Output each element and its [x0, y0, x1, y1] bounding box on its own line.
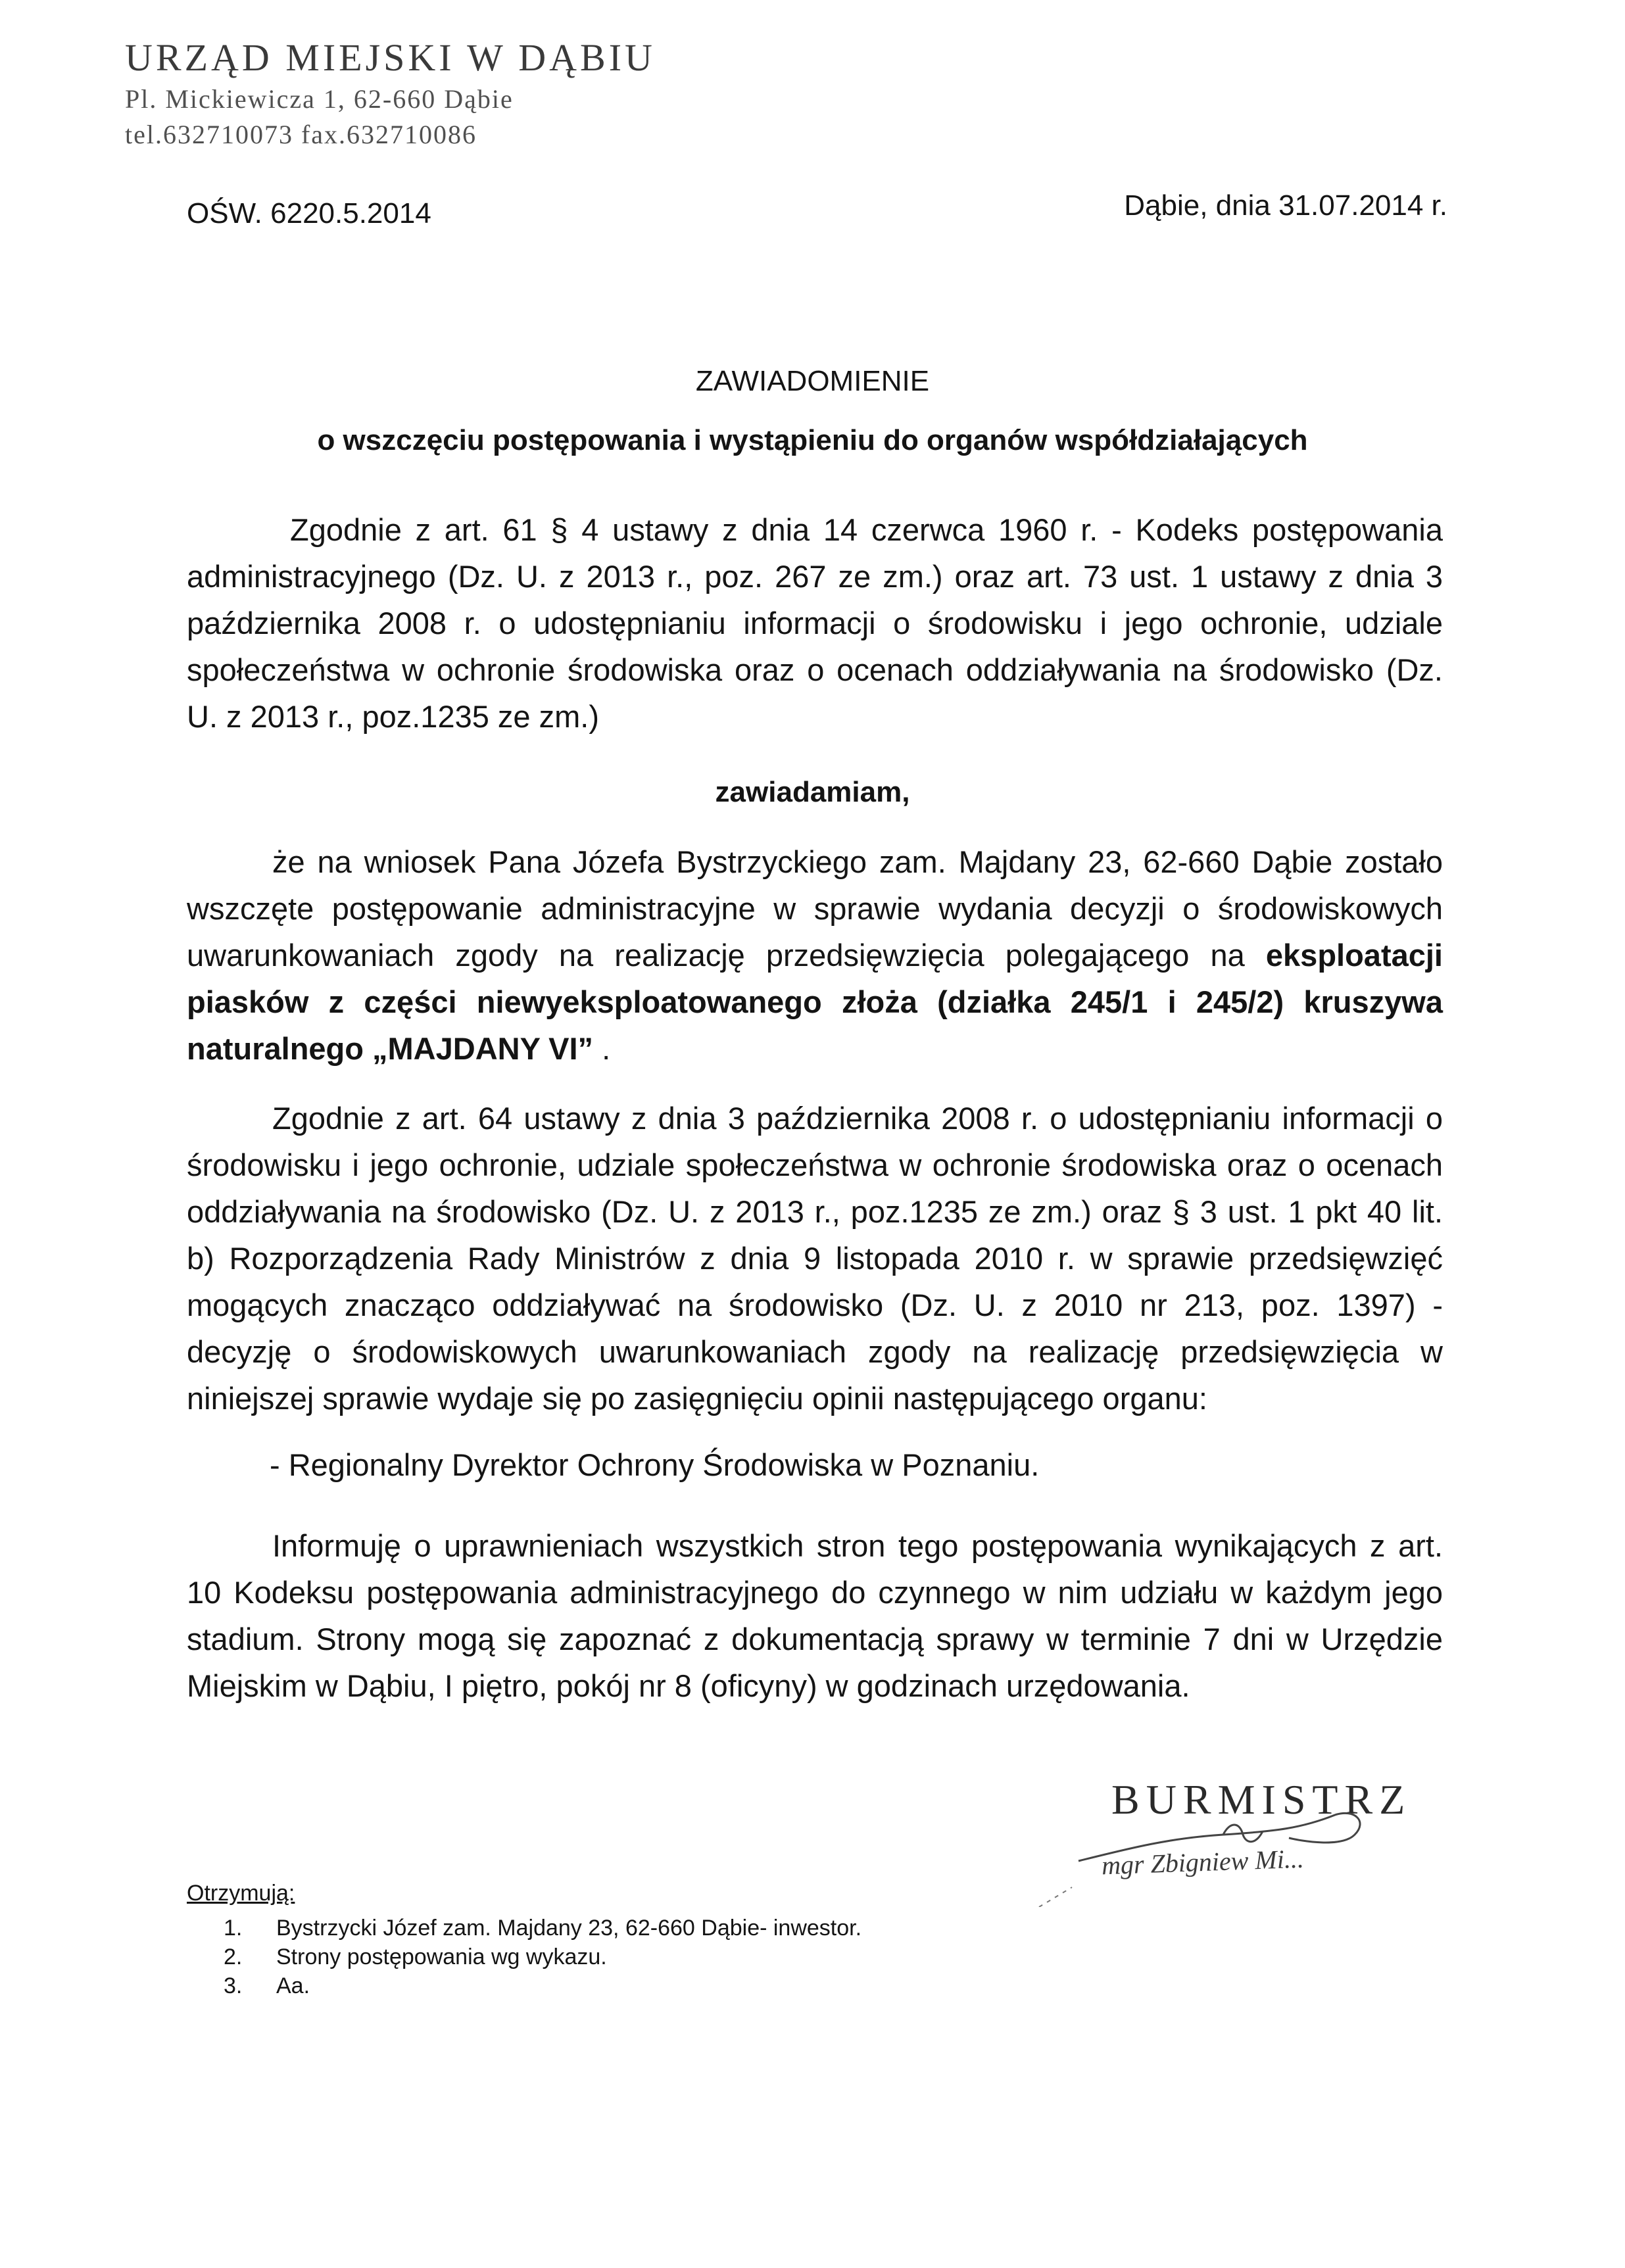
- consulted-organ: - Regionalny Dyrektor Ochrony Środowiska w Poznaniu.: [270, 1447, 1040, 1482]
- recipient-item: 2. Strony postępowania wg wykazu.: [224, 1944, 607, 1969]
- document-subtitle: o wszczęciu postępowania i wystąpieniu do organów współdziałających: [317, 424, 1308, 456]
- stamp-phone-fax: tel.632710073 fax.632710086: [125, 120, 477, 149]
- office-stamp: [125, 34, 656, 153]
- signature-name: mgr Zbigniew Mi...: [1101, 1843, 1305, 1881]
- recipients-list: [224, 1914, 861, 2000]
- recipient-item: 3. Aa.: [224, 1973, 310, 1998]
- signature-title: BURMISTRZ: [1111, 1776, 1412, 1823]
- recipients-heading: Otrzymują:: [187, 1881, 295, 1906]
- proceeding-text: że na wniosek Pana Józefa Bystrzyckiego zam. Majdany 23, 62-660 Dąbie zostało wszczęte postępowanie administracyjne w sprawie wydania decyzji o środowiskowych uwarunkowaniach zgody na realizację przedsięwzięcia polegającego na: [187, 844, 1443, 973]
- handwritten-signature-icon: [1026, 1775, 1420, 1907]
- rights-paragraph: Informuję o uprawnieniach wszystkich stron tego postępowania wynikających z art. 10 Kodeksu postępowania administracyjnego do czynnego w nim udziału w każdym jego stadium. Strony mogą się zapoznać z dokumentacją sprawy w terminie 7 dni w Urzędzie Miejskim w Dąbiu, I piętro, pokój nr 8 (oficyny) w godzinach urzędowania.: [187, 1528, 1443, 1703]
- proceeding-end: .: [593, 1031, 611, 1066]
- stamp-address: Pl. Mickiewicza 1, 62-660 Dąbie: [125, 84, 514, 114]
- signature-stamp: [1026, 1775, 1420, 1907]
- project-description: eksploatacji piasków z części niewyeksploatowanego złoża (działka 245/1 i 245/2) kruszywa naturalnego „MAJDANY VI”: [187, 938, 1443, 1066]
- proceeding-paragraph: [187, 838, 1443, 1072]
- document-date: Dąbie, dnia 31.07.2014 r.: [1124, 189, 1447, 222]
- document-title: ZAWIADOMIENIE: [695, 365, 930, 397]
- notification-statement: zawiadamiam,: [715, 776, 910, 808]
- opinion-paragraph: Zgodnie z art. 64 ustawy z dnia 3 października 2008 r. o udostępnianiu informacji o środowisku i jego ochronie, udziale społeczeństwa w ochronie środowiska oraz o ocenach oddziaływania na środowisko (Dz. U. z 2013 r., poz.1235 ze zm.) oraz § 3 ust. 1 pkt 40 lit. b) Rozporządzenia Rady Ministrów z dnia 9 listopada 2010 r. w sprawie przedsięwzięć mogących znacząco oddziaływać na środowisko (Dz. U. z 2010 nr 213, poz. 1397) - decyzję o środowiskowych uwarunkowaniach zgody na realizację przedsięwzięcia w niniejszej sprawie wydaje się po zasięgnięciu opinii następującego organu:: [187, 1101, 1443, 1416]
- stamp-office-name: URZĄD MIEJSKI W DĄBIU: [125, 36, 656, 79]
- legal-basis-paragraph: Zgodnie z art. 61 § 4 ustawy z dnia 14 czerwca 1960 r. - Kodeks postępowania administracyjnego (Dz. U. z 2013 r., poz. 267 ze zm.) oraz art. 73 ust. 1 ustawy z dnia 3 października 2008 r. o udostępnianiu informacji o środowisku i jego ochronie, udziale społeczeństwa w ochronie środowiska oraz o ocenach oddziaływania na środowisko (Dz. U. z 2013 r., poz.1235 ze zm.): [187, 512, 1443, 734]
- case-reference: OŚW. 6220.5.2014: [187, 197, 431, 229]
- recipient-item: 1. Bystrzycki Józef zam. Majdany 23, 62-660 Dąbie- inwestor.: [224, 1916, 862, 1941]
